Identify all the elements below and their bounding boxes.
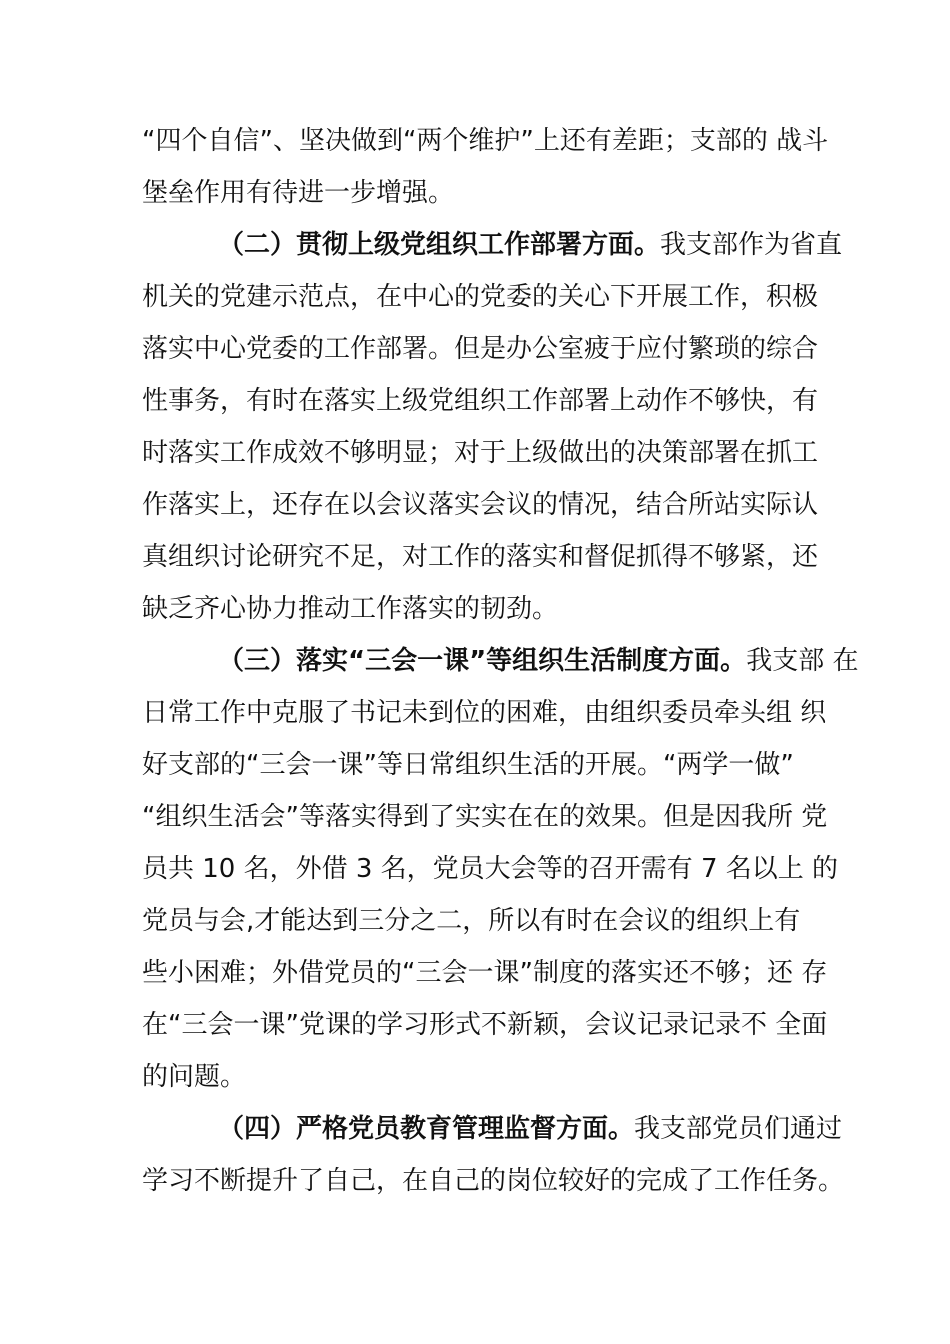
paragraph-2-line: 作落实上，还存在以会议落实会议的情况，结合所站实际认 bbox=[142, 490, 819, 520]
paragraph-2-line: 性事务，有时在落实上级党组织工作部署上动作不够快，有 bbox=[142, 386, 819, 416]
paragraph-1-line-1: “四个自信”、坚决做到“两个维护”上还有差距；支部的 战斗 bbox=[142, 126, 829, 156]
paragraph-3-line: 党员与会,才能达到三分之二，所以有时在会议的组织上有 bbox=[142, 906, 801, 936]
paragraph-3-line: 好支部的“三会一课”等日常组织生活的开展。“两学一做” bbox=[142, 750, 794, 780]
paragraph-3-text: 我支部 在 bbox=[746, 646, 859, 676]
paragraph-2-line: 真组织讨论研究不足，对工作的落实和督促抓得不够紧，还 bbox=[142, 542, 819, 572]
paragraph-1-line-2: 堡垒作用有待进一步增强。 bbox=[142, 178, 455, 208]
paragraph-2-line: 时落实工作成效不够明显；对于上级做出的决策部署在抓工 bbox=[142, 438, 819, 468]
section-heading-3: （三）落实“三会一课”等组织生活制度方面。 bbox=[218, 646, 747, 676]
paragraph-4-text: 我支部党员们通过 bbox=[634, 1114, 843, 1144]
paragraph-2-line: 机关的党建示范点，在中心的党委的关心下开展工作，积极 bbox=[142, 282, 819, 312]
paragraph-2-line: 缺乏齐心协力推动工作落实的韧劲。 bbox=[142, 594, 559, 624]
paragraph-3-line: 些小困难；外借党员的“三会一课”制度的落实还不够；还 存 bbox=[142, 958, 828, 988]
paragraph-4-first-line bbox=[218, 1112, 843, 1146]
paragraph-4-line: 学习不断提升了自己，在自己的岗位较好的完成了工作任务。 bbox=[142, 1166, 845, 1196]
paragraph-3-line: 的问题。 bbox=[142, 1062, 247, 1092]
paragraph-3-first-line bbox=[218, 644, 859, 678]
paragraph-2-first-line bbox=[218, 228, 843, 262]
paragraph-3-line: 在“三会一课”党课的学习形式不新颖，会议记录记录不 全面 bbox=[142, 1010, 828, 1040]
paragraph-2-text: 我支部作为省直 bbox=[660, 230, 843, 260]
paragraph-3-line: 日常工作中克服了书记未到位的困难，由组织委员牵头组 织 bbox=[142, 698, 827, 728]
paragraph-3-line: “组织生活会”等落实得到了实实在在的效果。但是因我所 党 bbox=[142, 802, 828, 832]
section-heading-2: （二）贯彻上级党组织工作部署方面。 bbox=[218, 230, 661, 260]
paragraph-3-line: 员共 10 名，外借 3 名，党员大会等的召开需有 7 名以上 的 bbox=[142, 854, 839, 884]
paragraph-2-line: 落实中心党委的工作部署。但是办公室疲于应付繁琐的综合 bbox=[142, 334, 819, 364]
section-heading-4: （四）严格党员教育管理监督方面。 bbox=[218, 1114, 635, 1144]
